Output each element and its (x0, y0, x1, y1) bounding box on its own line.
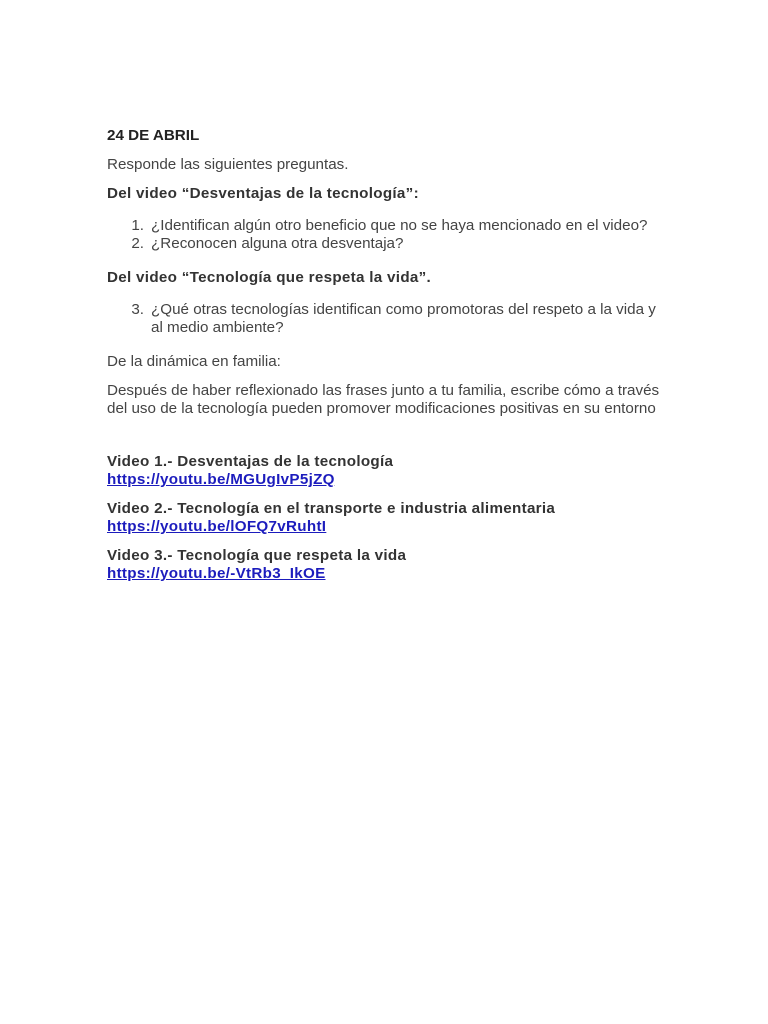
video-entry-3 (107, 547, 667, 583)
video-entry-1 (107, 453, 667, 489)
family-heading: De la dinámica en familia: (107, 353, 281, 370)
date-heading: 24 DE ABRIL (107, 127, 200, 144)
video-title: Video 1.- Desventajas de la tecnología (107, 453, 394, 470)
question-list-2 (107, 301, 667, 337)
question-number: 1. (131, 217, 144, 234)
question-item (107, 217, 667, 235)
section-heading-desventajas: Del video “Desventajas de la tecnología”: (107, 185, 419, 202)
document-body (107, 127, 667, 594)
video-link[interactable]: https://youtu.be/lOFQ7vRuhtI (107, 518, 327, 535)
question-text: ¿Reconocen alguna otra desventaja? (151, 235, 404, 252)
video-link[interactable]: https://youtu.be/-VtRb3_IkOE (107, 565, 326, 582)
question-number: 3. (131, 301, 144, 318)
video-link[interactable]: https://youtu.be/MGUgIvP5jZQ (107, 471, 335, 488)
video-title: Video 2.- Tecnología en el transporte e industria alimentaria (107, 500, 556, 517)
question-item (107, 235, 667, 253)
instructions-text: Responde las siguientes preguntas. (107, 156, 349, 173)
question-list-1 (107, 217, 667, 253)
family-instructions: Después de haber reflexionado las frases junto a tu familia, escribe cómo a través del uso de la tecnología pueden promover modificaciones positivas en su entorno (107, 382, 660, 417)
question-number: 2. (131, 235, 144, 252)
question-text: ¿Qué otras tecnologías identifican como promotoras del respeto a la vida y al medio ambiente? (151, 301, 656, 336)
question-item (107, 301, 667, 337)
video-title: Video 3.- Tecnología que respeta la vida (107, 547, 407, 564)
video-entry-2 (107, 500, 667, 536)
section-heading-respeta-vida: Del video “Tecnología que respeta la vida”. (107, 269, 432, 286)
question-text: ¿Identifican algún otro beneficio que no se haya mencionado en el video? (151, 217, 648, 234)
